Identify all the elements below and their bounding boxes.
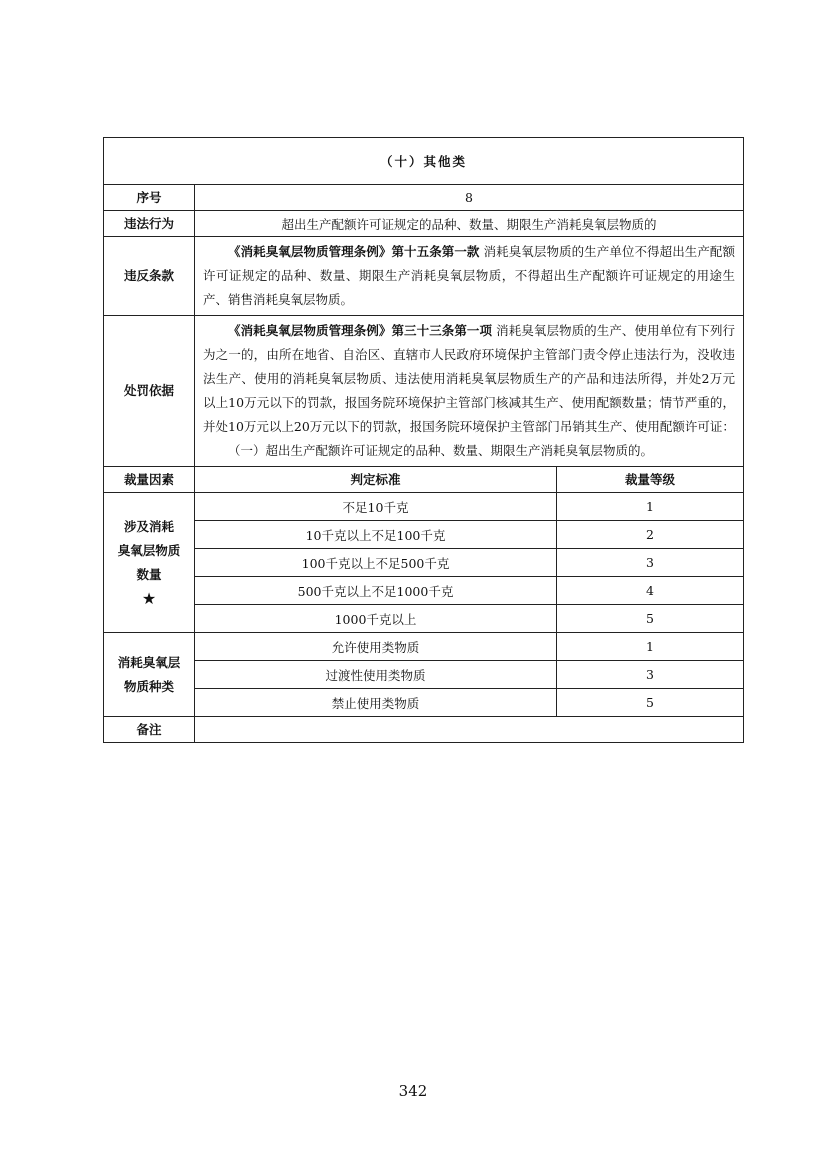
penalty-basis-law: 《消耗臭氧层物质管理条例》第三十三条第一项 (228, 323, 493, 338)
factor-header-level: 裁量等级 (557, 467, 744, 493)
section-title: （十）其他类 (104, 138, 744, 185)
violated-clause-law: 《消耗臭氧层物质管理条例》第十五条第一款 (228, 244, 480, 259)
factor2-label (104, 633, 195, 717)
factor2-level: 1 (557, 633, 744, 661)
factor1-row (104, 605, 744, 633)
factor2-row (104, 633, 744, 661)
seq-value: 8 (195, 185, 744, 211)
penalty-table (103, 137, 744, 743)
seq-row (104, 185, 744, 211)
factor2-label-line: 消耗臭氧层 (117, 654, 181, 670)
penalty-basis-content (195, 316, 744, 467)
violated-clause-text: 消耗臭氧层物质的生产单位不得超出生产配额许可证规定的品种、数量、期限生产消耗臭氧层物质，不得超出生产配额许可证规定的用途生产、销售消耗臭氧层物质。 (203, 244, 736, 307)
factor1-label-line: 涉及消耗 (123, 518, 174, 534)
factor1-criteria: 不足10千克 (195, 493, 557, 521)
factor1-label-line: 臭氧层物质 (117, 542, 181, 558)
factor2-row (104, 661, 744, 689)
factor1-level: 2 (557, 521, 744, 549)
factor1-criteria: 10千克以上不足100千克 (195, 521, 557, 549)
star-mark: ★ (141, 588, 157, 608)
violated-clause-paragraph (203, 240, 735, 312)
factor2-criteria: 禁止使用类物质 (195, 689, 557, 717)
title-row (104, 138, 744, 185)
remarks-label: 备注 (104, 717, 195, 743)
violated-clause-row (104, 237, 744, 316)
page-number: 342 (398, 1082, 428, 1100)
factor1-level: 3 (557, 549, 744, 577)
factor1-label (104, 493, 195, 633)
factor-header-criteria: 判定标准 (195, 467, 557, 493)
penalty-basis-text: 消耗臭氧层物质的生产、使用单位有下列行为之一的，由所在地省、自治区、直辖市人民政府环境保护主管部门责令停止违法行为，没收违法生产、使用的消耗臭氧层物质、违法使用消耗臭氧层物质生产的产品和违法所得，并处2万元以上10万元以下的罚款，报国务院环境保护主管部门核减其生产、使用配额数量；情节严重的，并处10万元以上20万元以下的罚款，报国务院环境保护主管部门吊销其生产、使用配额许可证： (203, 323, 736, 434)
violation-row (104, 211, 744, 237)
penalty-basis-label: 处罚依据 (104, 316, 195, 467)
factor2-criteria: 允许使用类物质 (195, 633, 557, 661)
factor1-row (104, 493, 744, 521)
penalty-basis-item: （一）超出生产配额许可证规定的品种、数量、期限生产消耗臭氧层物质的。 (228, 443, 654, 458)
penalty-basis-row (104, 316, 744, 467)
penalty-basis-paragraph (203, 319, 735, 439)
factor2-level: 3 (557, 661, 744, 689)
factor-header-factor: 裁量因素 (104, 467, 195, 493)
factor1-level: 5 (557, 605, 744, 633)
factor1-level: 1 (557, 493, 744, 521)
factor2-label-line: 物质种类 (123, 678, 174, 694)
remarks-value (195, 717, 744, 743)
factor2-row (104, 689, 744, 717)
factor1-row (104, 549, 744, 577)
factor2-level: 5 (557, 689, 744, 717)
violation-label: 违法行为 (104, 211, 195, 237)
factor1-criteria: 500千克以上不足1000千克 (195, 577, 557, 605)
seq-label: 序号 (104, 185, 195, 211)
factor1-row (104, 577, 744, 605)
remarks-row (104, 717, 744, 743)
factor1-criteria: 100千克以上不足500千克 (195, 549, 557, 577)
factor1-label-line: 数量 (136, 566, 162, 582)
violated-clause-content (195, 237, 744, 316)
factor-header-row (104, 467, 744, 493)
factor2-criteria: 过渡性使用类物质 (195, 661, 557, 689)
violation-value: 超出生产配额许可证规定的品种、数量、期限生产消耗臭氧层物质的 (195, 211, 744, 237)
factor1-criteria: 1000千克以上 (195, 605, 557, 633)
violated-clause-label: 违反条款 (104, 237, 195, 316)
factor1-level: 4 (557, 577, 744, 605)
factor1-row (104, 521, 744, 549)
